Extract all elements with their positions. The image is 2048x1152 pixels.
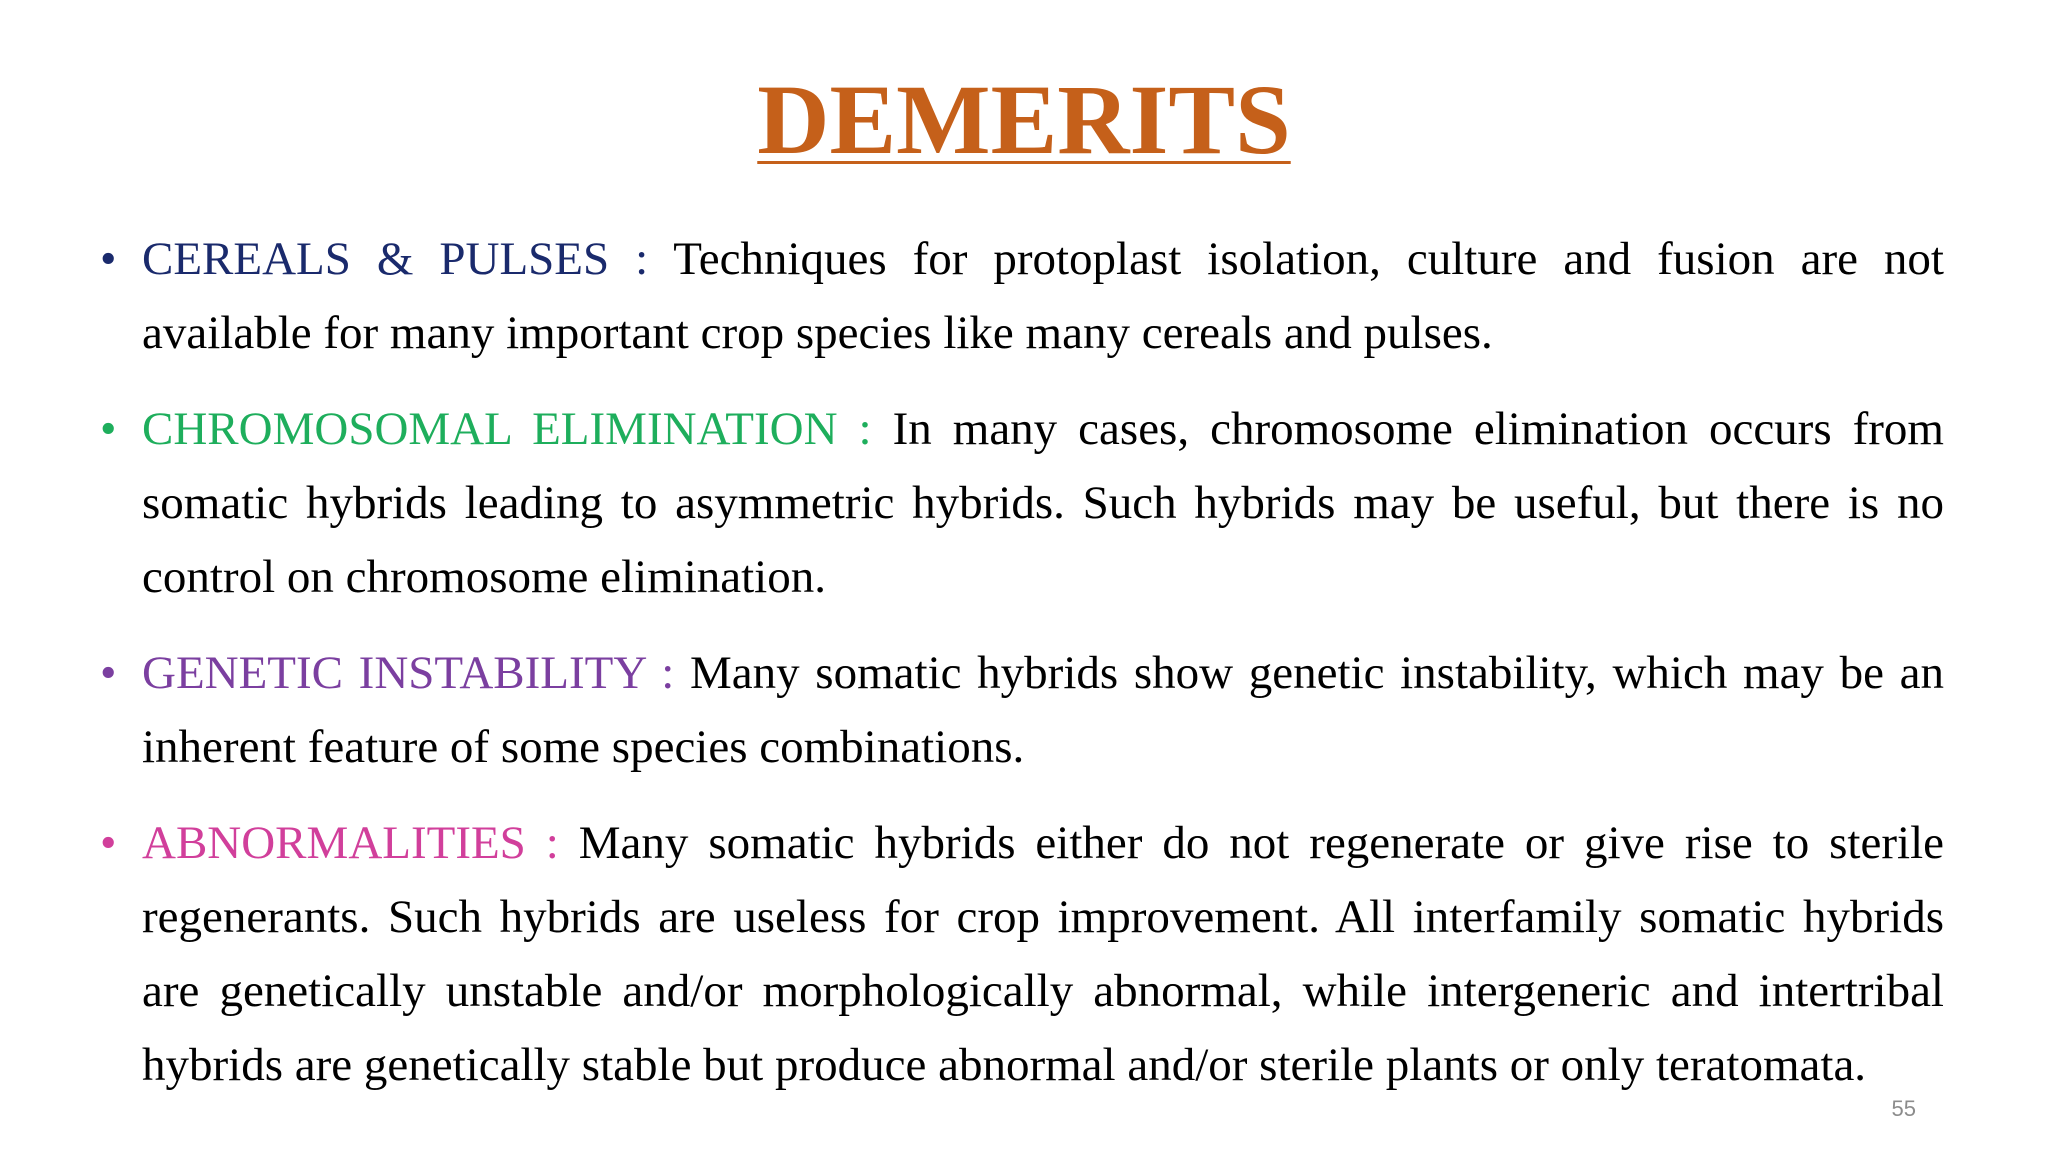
bullet-text: Many somatic hybrids show genetic instability, which may be an inherent feature of some species combinations.	[142, 647, 1944, 773]
bullet-item-chromosomal-elimination	[100, 392, 1944, 614]
bullet-text: Techniques for protoplast isolation, culture and fusion are not available for many important crop species like many cereals and pulses.	[142, 233, 1944, 359]
bullet-heading: CEREALS & PULSES :	[142, 233, 649, 285]
bullet-heading: CHROMOSOMAL ELIMINATION :	[142, 403, 872, 455]
bullet-heading: GENETIC INSTABILITY :	[142, 647, 675, 699]
bullet-dot: •	[100, 403, 117, 455]
bullet-heading: ABNORMALITIES :	[142, 817, 559, 869]
bullet-item-cereals-pulses	[100, 222, 1944, 370]
bullet-dot: •	[100, 647, 117, 699]
slide-title: DEMERITS	[757, 64, 1291, 175]
bullet-dot: •	[100, 233, 117, 285]
bullet-text: In many cases, chromosome elimination occurs from somatic hybrids leading to asymmetric hybrids. Such hybrids may be useful, but there is no control on chromosome elimination.	[142, 403, 1944, 603]
bullet-dot: •	[100, 817, 117, 869]
bullet-item-abnormalities	[100, 806, 1944, 1102]
bullet-list	[100, 222, 1944, 1124]
bullet-text: Many somatic hybrids either do not regenerate or give rise to sterile regenerants. Such hybrids are useless for crop improvement. All interfamily somatic hybrids are genetically unstable and/or morphologically abnormal, while intergeneric and intertribal hybrids are genetically stable but produce abnormal and/or sterile plants or only teratomata.	[142, 817, 1944, 1091]
bullet-item-genetic-instability	[100, 636, 1944, 784]
page-number: 55	[1891, 1096, 1916, 1121]
